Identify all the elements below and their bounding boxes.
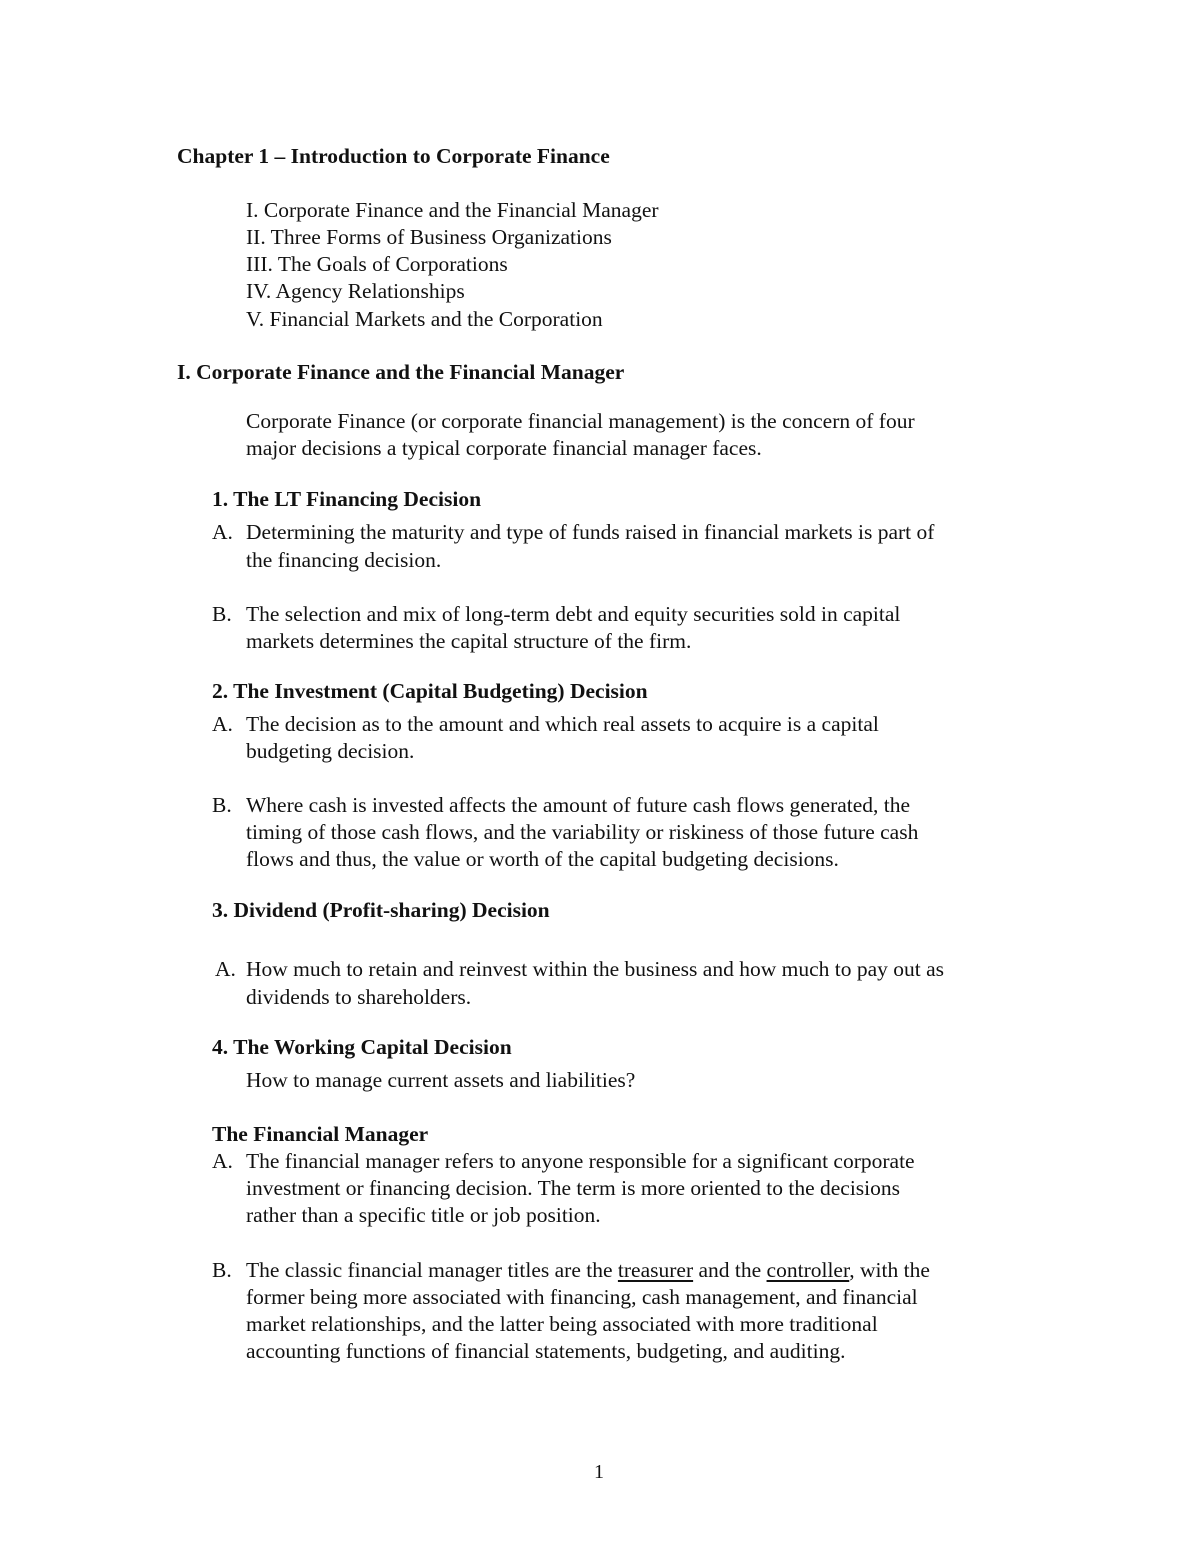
fm-a-line-3: rather than a specific title or job position.: [246, 1203, 601, 1227]
decision-2-a-line-2: budgeting decision.: [246, 739, 415, 763]
outline-item-1: I. Corporate Finance and the Financial Manager: [246, 198, 659, 222]
decision-1-heading: 1. The LT Financing Decision: [212, 487, 482, 511]
fm-b-text-pre: The classic financial manager titles are the: [246, 1258, 618, 1282]
fm-b-line-2: former being more associated with financing, cash management, and financial: [246, 1285, 918, 1309]
treasurer-term: treasurer: [617, 1258, 694, 1282]
outline-item-5: V. Financial Markets and the Corporation: [246, 307, 603, 331]
decision-4-heading: 4. The Working Capital Decision: [212, 1035, 512, 1059]
decision-2-b-line-1: Where cash is invested affects the amount of future cash flows generated, the: [246, 793, 911, 817]
section-heading: I. Corporate Finance and the Financial Manager: [177, 360, 625, 384]
outline-item-2: II. Three Forms of Business Organizations: [246, 225, 612, 249]
page-number: 1: [594, 1461, 604, 1483]
decision-1-b-marker: B.: [212, 602, 232, 626]
decision-2-a-line-1: The decision as to the amount and which real assets to acquire is a capital: [246, 712, 879, 736]
decision-2-a-marker: A.: [212, 712, 233, 736]
intro-line-1: Corporate Finance (or corporate financial management) is the concern of four: [246, 409, 915, 433]
fm-b-line-3: market relationships, and the latter being associated with more traditional: [246, 1312, 878, 1336]
fm-b-line-1: [246, 1257, 930, 1284]
decision-4-text: How to manage current assets and liabilities?: [246, 1068, 636, 1092]
decision-2-heading: 2. The Investment (Capital Budgeting) Decision: [212, 679, 648, 703]
decision-1-a-line-1: Determining the maturity and type of funds raised in financial markets is part of: [246, 520, 935, 544]
decision-2-b-line-3: flows and thus, the value or worth of the capital budgeting decisions.: [246, 847, 839, 871]
decision-3-a-marker: A.: [215, 957, 236, 981]
intro-line-2: major decisions a typical corporate financial manager faces.: [246, 436, 762, 460]
fm-a-line-1: The financial manager refers to anyone responsible for a significant corporate: [246, 1149, 915, 1173]
decision-1-b-line-1: The selection and mix of long-term debt and equity securities sold in capital: [246, 602, 901, 626]
controller-term: controller: [766, 1258, 850, 1282]
fm-b-text-post: , with the: [849, 1258, 930, 1282]
decision-2-b-marker: B.: [212, 793, 232, 817]
decision-2-b-line-2: timing of those cash flows, and the variability or riskiness of those future cash: [246, 820, 919, 844]
decision-1-b-line-2: markets determines the capital structure of the firm.: [246, 629, 692, 653]
decision-1-a-marker: A.: [212, 520, 233, 544]
decision-3-a-line-1: How much to retain and reinvest within the business and how much to pay out as: [246, 957, 945, 981]
fm-b-marker: B.: [212, 1258, 232, 1282]
fm-a-marker: A.: [212, 1149, 233, 1173]
decision-3-a-line-2: dividends to shareholders.: [246, 985, 472, 1009]
decision-1-a-line-2: the financing decision.: [246, 548, 442, 572]
outline-item-4: IV. Agency Relationships: [246, 279, 465, 303]
fm-b-line-4: accounting functions of financial statements, budgeting, and auditing.: [246, 1339, 846, 1363]
financial-manager-heading: The Financial Manager: [212, 1122, 429, 1146]
chapter-title: Chapter 1 – Introduction to Corporate Finance: [177, 144, 610, 168]
decision-3-heading: 3. Dividend (Profit-sharing) Decision: [212, 898, 550, 922]
fm-a-line-2: investment or financing decision. The term is more oriented to the decisions: [246, 1176, 900, 1200]
fm-b-text-mid: and the: [693, 1258, 767, 1282]
outline-item-3: III. The Goals of Corporations: [246, 252, 508, 276]
